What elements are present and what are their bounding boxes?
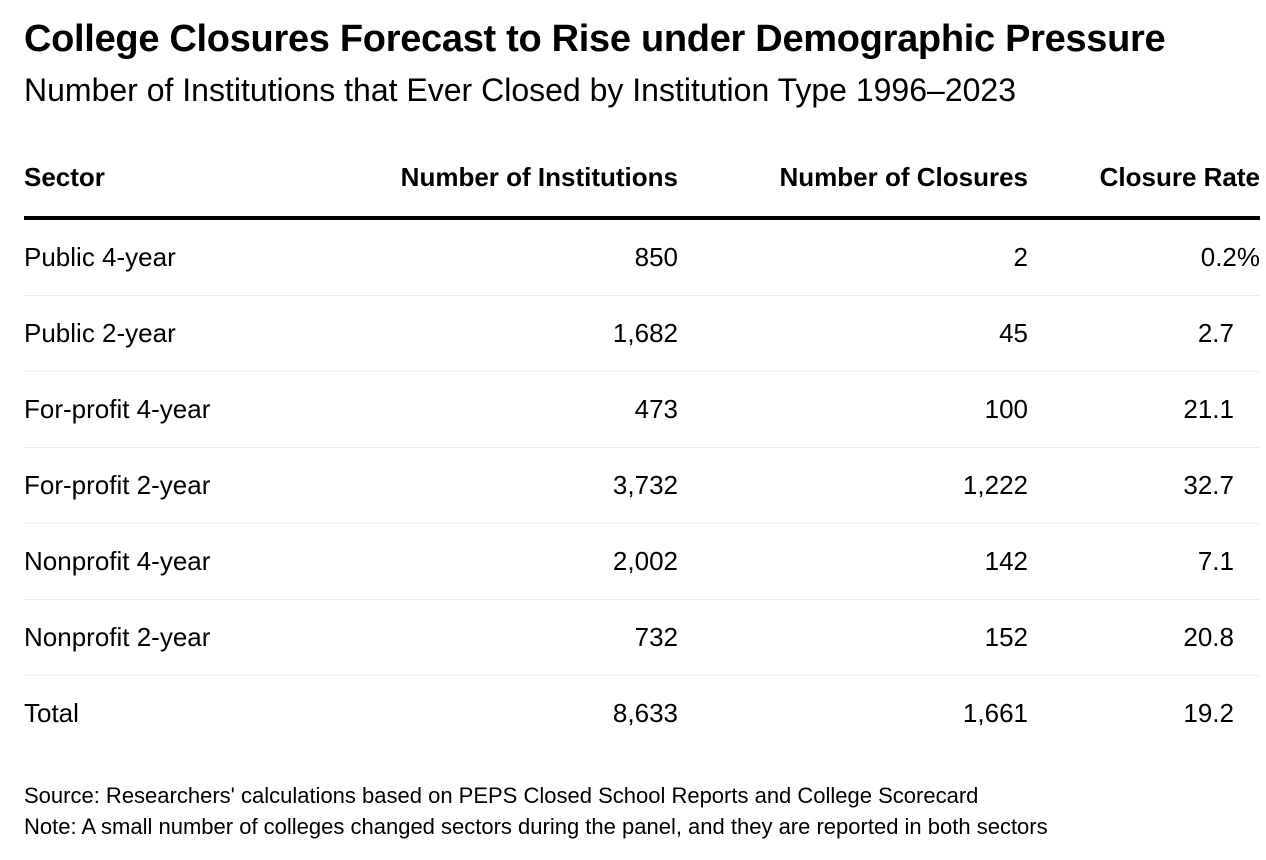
closures-cell: 45 [678, 296, 1028, 372]
closure-rate-cell: 21.1 [1028, 372, 1260, 448]
closure-rate-cell: 20.8 [1028, 600, 1260, 676]
sector-cell: Nonprofit 2-year [24, 600, 324, 676]
table-row [24, 600, 1260, 676]
chart-title: College Closures Forecast to Rise under Demographic Pressure [24, 18, 1166, 60]
table-row [24, 372, 1260, 448]
chart-subtitle: Number of Institutions that Ever Closed by Institution Type 1996–2023 [24, 72, 1016, 108]
table-row [24, 524, 1260, 600]
chart-notes [24, 780, 1048, 842]
institutions-cell: 8,633 [612, 698, 678, 728]
closure-rate-cell: 32.7 [1028, 448, 1260, 524]
table-row [24, 218, 1260, 296]
sector-cell: Total [24, 698, 79, 728]
institutions-cell: 1,682 [324, 296, 678, 372]
column-header-closures: Number of Closures [678, 138, 1028, 218]
column-header-institutions: Number of Institutions [324, 138, 678, 218]
sector-cell: For-profit 2-year [24, 448, 324, 524]
closures-cell: 142 [678, 524, 1028, 600]
institutions-cell: 2,002 [324, 524, 678, 600]
closure-rate-cell: 2.7 [1028, 296, 1260, 372]
closure-rate-cell: 7.1 [1028, 524, 1260, 600]
closures-table [24, 138, 1260, 751]
column-header-closure-rate: Closure Rate [1028, 138, 1260, 218]
footnote: Note: A small number of colleges changed sectors during the panel, and they are reported in both sectors [24, 814, 1048, 839]
source-note: Source: Researchers' calculations based on PEPS Closed School Reports and College Scorecard [24, 783, 979, 808]
institutions-cell: 3,732 [324, 448, 678, 524]
closures-cell: 2 [678, 218, 1028, 296]
table-row [24, 448, 1260, 524]
table-row [24, 296, 1260, 372]
sector-cell: For-profit 4-year [24, 372, 324, 448]
closures-cell: 152 [678, 600, 1028, 676]
institutions-cell: 732 [324, 600, 678, 676]
sector-cell: Public 4-year [24, 218, 324, 296]
column-header-sector: Sector [24, 138, 324, 218]
closures-cell: 1,222 [678, 448, 1028, 524]
table-header-row [24, 138, 1260, 218]
closure-rate-cell: 19.2 [1183, 698, 1234, 728]
sector-cell: Nonprofit 4-year [24, 524, 324, 600]
closure-rate-cell: 0.2% [1028, 218, 1260, 296]
table-row-total [24, 676, 1260, 752]
closures-cell: 1,661 [962, 698, 1028, 728]
closures-cell: 100 [678, 372, 1028, 448]
institutions-cell: 850 [324, 218, 678, 296]
institutions-cell: 473 [324, 372, 678, 448]
sector-cell: Public 2-year [24, 296, 324, 372]
